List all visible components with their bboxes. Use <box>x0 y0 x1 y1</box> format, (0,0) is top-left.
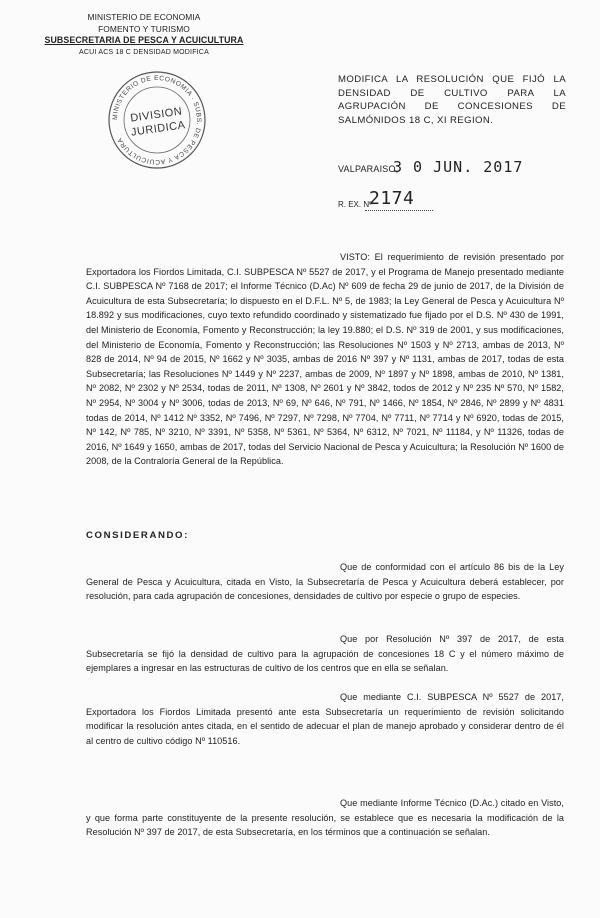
considerando-paragraph: Que mediante Informe Técnico (D.Ac.) citado en Visto, y que forma parte constituyente de la presente resolución, se establece que es necesaria la modificación de la Resolución Nº 397 de 2017, de esta Subsecretaría, en los términos que a continuación se señalan. <box>86 798 564 838</box>
stamp-line-1: DIVISION <box>129 105 184 125</box>
visto-paragraph: VISTO: El requerimiento de revisión presentado por Exportadora los Fiordos Limitada, C.I. SUBPESCA Nº 5527 de 2017, y el Programa de Manejo presentado mediante C.I. SUBPESCA Nº 7168 de 2017; el Informe Técnico (D.Ac) Nº 609 de fecha 29 de junio de 2017, de la División de Acuicultura de esta Subsecretaría; lo dispuesto en el D.F.L. Nº 5, de 1983; la Ley General de Pesca y Acuicultura Nº 18.892 y sus modificaciones, cuyo texto refundido coordinado y sistematizado fue fijado por el D.S. Nº 430 de 1991, del Ministerio de Economía, Fomento y Reconstrucción; la ley 19.880; el D.S. Nº 319 de 2001, y sus modificaciones, del Ministerio de Economía, Fomento y Reconstrucción; las Resoluciones Nº 1503 y Nº 2713, ambas de 2013, Nº 828 de 2014, Nº 94 de 2015, Nº 1662 y Nº 3035, ambas de 2016 Nº 397 y Nº 1131, ambas de 2017, todas de esta Subsecretaría; las Resoluciones Nº 1449 y Nº 2237, ambas de 2009, Nº 1897 y Nº 1898, ambas de 2010, Nº 1381, Nº 2082, Nº 2302 y Nº 2534, todas de 2011, Nº 1308, Nº 2601 y Nº 3842, todos de 2012 y Nº 235 Nº 570, Nº 1582, Nº 2954, Nº 3004 y Nº 3006, todas de 2013, Nº 69, Nº 646, Nº 791, Nº 1466, Nº 1854, Nº 2846, Nº 2899 y Nº 4831 todas de 2014, Nº 1412 Nº 3352, Nº 7496, Nº 7297, Nº 7298, Nº 7704, Nº 7711, Nº 7714 y Nº 6920, todas de 2015, Nº 142, Nº 785, Nº 3210, Nº 3391, Nº 5358, Nº 5361, Nº 5364, Nº 6312, Nº 7021, Nº 11184, y Nº 11326, todas de 2016, Nº 1649 y 1650, ambas de 2017, todas del Servicio Nacional de Pesca y Acuicultura; la Resolución Nº 1600 de 2008, de la Contraloría General de la República. <box>86 252 564 467</box>
stamp-ring-text: MINISTERIO DE ECONOMIA · SUBS. DE PESCA Y ACUICULTURA <box>111 74 203 166</box>
division-juridica-stamp <box>105 68 209 172</box>
date-stamp: 3 0 JUN. 2017 <box>393 158 524 176</box>
ministry-line-2: FOMENTO Y TURISMO <box>98 23 190 34</box>
resolution-number: 2174 <box>369 188 415 209</box>
ministry-line: MINISTERIO DE ECONOMIA <box>87 12 201 22</box>
resolution-label: R. EX. Nº <box>338 200 373 209</box>
considerando-heading: CONSIDERANDO: <box>86 530 189 541</box>
considerando-paragraph: Que mediante C.I. SUBPESCA Nº 5527 de 2017, Exportadora los Fiordos Limitada presentó ante esta Subsecretaría un requerimiento de revisión solicitando modificar la resolución antes citada, en el sentido de adecuar el plan de manejo aprobado y considerar dentro de él al centro de cultivo código Nº 110516. <box>86 692 564 746</box>
stamp-line-2: JURIDICA <box>130 119 187 139</box>
considerando-paragraph: Que de conformidad con el artículo 86 bis de la Ley General de Pesca y Acuicultura, citada en Visto, la Subsecretaría de Pesca y Acuicultura deberá establecer, por resolución, para cada agrupación de concesiones, densidades de cultivo por especie o grupo de especies. <box>86 562 564 602</box>
place-label: VALPARAISO, <box>338 164 399 174</box>
resolution-number-underline <box>365 210 433 211</box>
letterhead <box>44 12 244 58</box>
considerando-paragraph: Que por Resolución Nº 397 de 2017, de esta Subsecretaría se fijó la densidad de cultivo para la agrupación de concesiones 18 C y el número máximo de ejemplares a ingresar en las estructuras de cultivo de los centros que en ella se señalan. <box>86 634 564 674</box>
reference-line: ACUI ACS 18 C DENSIDAD MODIFICA <box>79 48 209 56</box>
document-subject: MODIFICA LA RESOLUCIÓN QUE FIJÓ LA DENSIDAD DE CULTIVO PARA LA AGRUPACIÓN DE CONCESIONES DE SALMÓNIDOS 18 C, XI REGION. <box>338 74 566 126</box>
subsecretaria-line: SUBSECRETARIA DE PESCA Y ACUICULTURA <box>44 35 244 45</box>
